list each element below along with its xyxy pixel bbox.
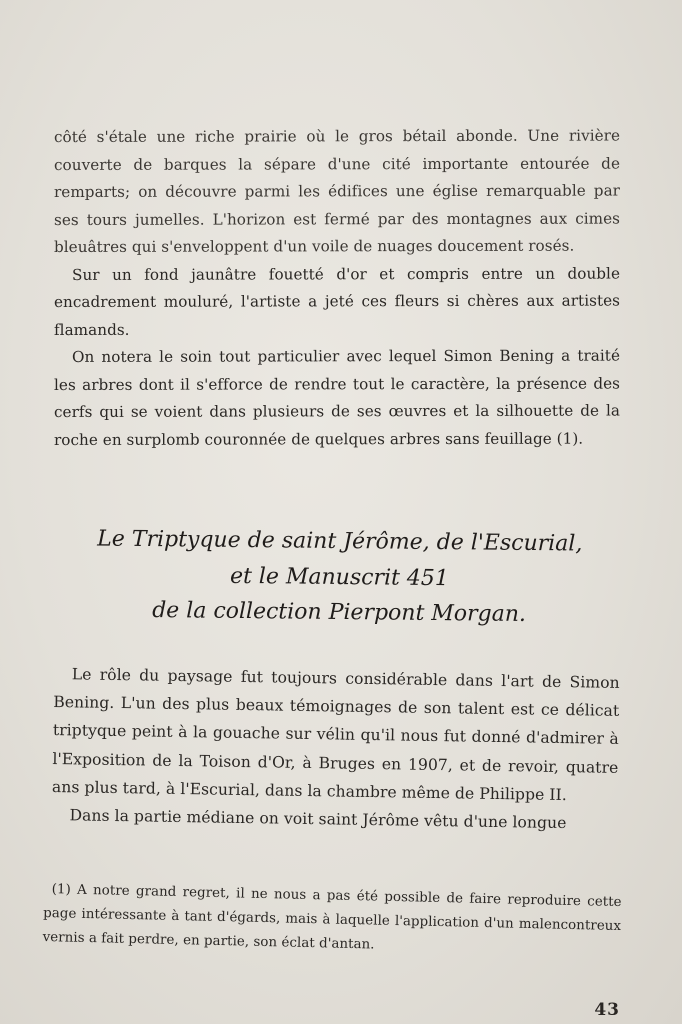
section-heading bbox=[39, 521, 640, 634]
paragraph-saint-jerome: Dans la partie médiane on voit saint Jérôme vêtu d'une longue bbox=[69, 806, 567, 833]
page-number: 43 bbox=[594, 1000, 620, 1020]
heading-line-2: et le Manuscrit 451 bbox=[229, 563, 450, 591]
paragraph-trees-and-deer: On notera le soin tout particulier avec lequel Simon Bening a traité les arbres dont il s'efforce de rendre tout le caractère, la présence des cerfs qui se voient dans plusieurs de ses œuvres et la silhouette de la roche en surplomb couronnée de quelques arbres sans feuillage (1). bbox=[54, 346, 620, 449]
footnote-text: (1) A notre grand regret, il ne nous a pas été possible de faire reproduire cette page intéressante à tant d'égards, mais à laquelle l'application d'un malencontreux vernis a fait perdre, en partie, son éclat d'antan. bbox=[42, 882, 622, 953]
paragraph-floral-border: Sur un fond jaunâtre fouetté d'or et compris entre un double encadrement mouluré, l'artiste a jeté ces fleurs si chères aux artistes flamands. bbox=[54, 264, 620, 339]
bottom-text-block bbox=[51, 660, 620, 838]
paragraph-role-of-landscape: Le rôle du paysage fut toujours considérable dans l'art de Simon Bening. L'un des plus beaux témoignages de son talent est ce délicat triptyque peint à la gouache sur vélin qu'il nous fut donné d'admirer à l'Exposition de la Toison d'Or, à Bruges en 1907, et de revoir, quatre ans plus tard, à l'Escurial, dans la chambre même de Philippe II. bbox=[51, 665, 620, 804]
top-text-block bbox=[54, 123, 620, 454]
heading-line-1: Le Triptyque de saint Jérôme, de l'Escurial, bbox=[97, 526, 583, 557]
heading-line-3: de la collection Pierpont Morgan. bbox=[152, 598, 527, 627]
footnote bbox=[42, 878, 621, 964]
paragraph-landscape-description: côté s'étale une riche prairie où le gros bétail abonde. Une rivière couverte de barques la sépare d'une cité importante entourée de remparts; on découvre parmi les édifices une église remarquable par ses tours jumelles. L'horizon est fermé par des montagnes aux cimes bleuâtres qui s'enveloppent d'un voile de nuages doucement rosés. bbox=[54, 126, 620, 256]
